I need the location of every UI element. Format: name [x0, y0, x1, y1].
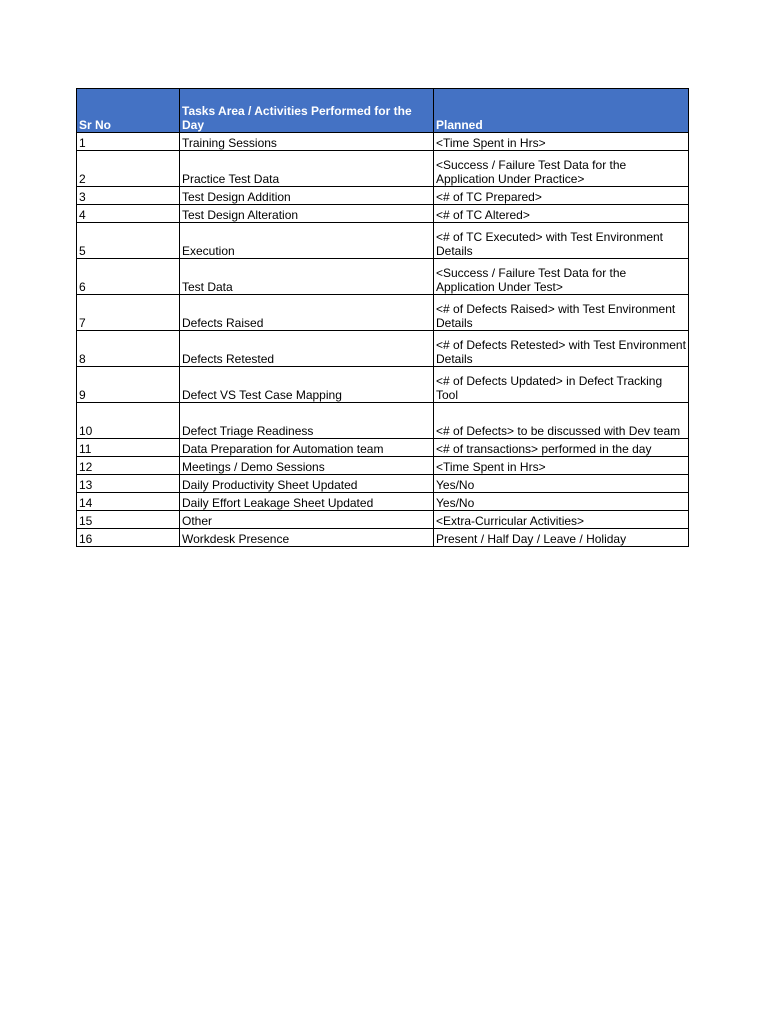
sr-no-cell[interactable]: 3: [77, 187, 180, 205]
planned-cell[interactable]: <# of TC Prepared>: [434, 187, 689, 205]
sr-no-cell[interactable]: 10: [77, 403, 180, 439]
sr-no-cell[interactable]: 12: [77, 457, 180, 475]
task-cell[interactable]: Daily Effort Leakage Sheet Updated: [180, 493, 434, 511]
sr-no-cell[interactable]: 13: [77, 475, 180, 493]
task-cell[interactable]: Daily Productivity Sheet Updated: [180, 475, 434, 493]
task-cell[interactable]: Meetings / Demo Sessions: [180, 457, 434, 475]
table-row: [77, 187, 689, 205]
table-row: [77, 259, 689, 295]
planned-cell[interactable]: <# of TC Altered>: [434, 205, 689, 223]
table-row: [77, 493, 689, 511]
table-row: [77, 511, 689, 529]
table-row: [77, 457, 689, 475]
planned-cell[interactable]: <Time Spent in Hrs>: [434, 133, 689, 151]
task-cell[interactable]: Execution: [180, 223, 434, 259]
task-cell[interactable]: Defects Raised: [180, 295, 434, 331]
task-cell[interactable]: Other: [180, 511, 434, 529]
header-tasks-area[interactable]: Tasks Area / Activities Performed for the Day: [180, 89, 434, 133]
sr-no-cell[interactable]: 8: [77, 331, 180, 367]
task-cell[interactable]: Defect VS Test Case Mapping: [180, 367, 434, 403]
planned-cell[interactable]: <Extra-Curricular Activities>: [434, 511, 689, 529]
planned-cell[interactable]: <# of Defects> to be discussed with Dev team: [434, 403, 689, 439]
table-row: [77, 223, 689, 259]
header-sr-no[interactable]: Sr No: [77, 89, 180, 133]
planned-cell[interactable]: <# of transactions> performed in the day: [434, 439, 689, 457]
task-cell[interactable]: Test Design Addition: [180, 187, 434, 205]
planned-cell[interactable]: Yes/No: [434, 493, 689, 511]
task-cell[interactable]: Data Preparation for Automation team: [180, 439, 434, 457]
planned-cell[interactable]: <# of Defects Updated> in Defect Tracking Tool: [434, 367, 689, 403]
task-cell[interactable]: Defects Retested: [180, 331, 434, 367]
table-row: [77, 331, 689, 367]
table-row: [77, 133, 689, 151]
table-body: [77, 133, 689, 547]
table-row: [77, 439, 689, 457]
sr-no-cell[interactable]: 9: [77, 367, 180, 403]
activities-table: [76, 88, 689, 547]
table-row: [77, 151, 689, 187]
planned-cell[interactable]: <Success / Failure Test Data for the Application Under Test>: [434, 259, 689, 295]
task-cell[interactable]: Test Design Alteration: [180, 205, 434, 223]
sr-no-cell[interactable]: 14: [77, 493, 180, 511]
header-planned[interactable]: Planned: [434, 89, 689, 133]
planned-cell[interactable]: <# of Defects Raised> with Test Environment Details: [434, 295, 689, 331]
header-row: [77, 89, 689, 133]
task-cell[interactable]: Workdesk Presence: [180, 529, 434, 547]
table-row: [77, 367, 689, 403]
planned-cell[interactable]: <# of Defects Retested> with Test Environment Details: [434, 331, 689, 367]
planned-cell[interactable]: Yes/No: [434, 475, 689, 493]
table-row: [77, 475, 689, 493]
sr-no-cell[interactable]: 4: [77, 205, 180, 223]
planned-cell[interactable]: Present / Half Day / Leave / Holiday: [434, 529, 689, 547]
planned-cell[interactable]: <Success / Failure Test Data for the Application Under Practice>: [434, 151, 689, 187]
sr-no-cell[interactable]: 1: [77, 133, 180, 151]
planned-cell[interactable]: <Time Spent in Hrs>: [434, 457, 689, 475]
sr-no-cell[interactable]: 11: [77, 439, 180, 457]
planned-cell[interactable]: <# of TC Executed> with Test Environment Details: [434, 223, 689, 259]
task-cell[interactable]: Training Sessions: [180, 133, 434, 151]
sr-no-cell[interactable]: 6: [77, 259, 180, 295]
task-cell[interactable]: Defect Triage Readiness: [180, 403, 434, 439]
table-row: [77, 403, 689, 439]
sr-no-cell[interactable]: 16: [77, 529, 180, 547]
table-row: [77, 295, 689, 331]
sr-no-cell[interactable]: 15: [77, 511, 180, 529]
task-cell[interactable]: Test Data: [180, 259, 434, 295]
task-cell[interactable]: Practice Test Data: [180, 151, 434, 187]
sr-no-cell[interactable]: 2: [77, 151, 180, 187]
table-row: [77, 529, 689, 547]
sr-no-cell[interactable]: 5: [77, 223, 180, 259]
sr-no-cell[interactable]: 7: [77, 295, 180, 331]
table-row: [77, 205, 689, 223]
